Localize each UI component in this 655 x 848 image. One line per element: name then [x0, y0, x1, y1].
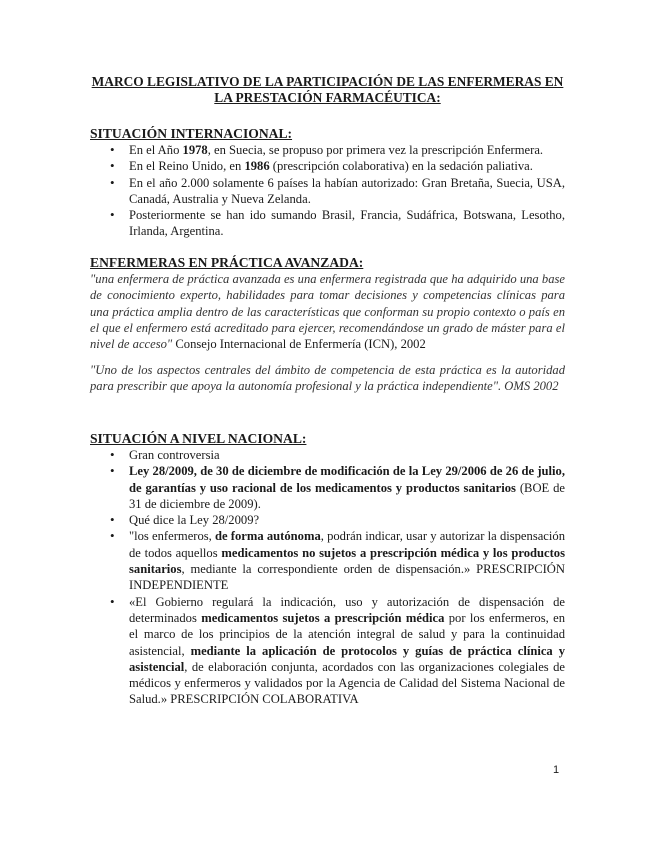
heading-advanced-practice: ENFERMERAS EN PRÁCTICA AVANZADA:	[90, 255, 364, 270]
list-item: • En el Reino Unido, en 1986 (prescripción colaborativa) en la sedación paliativa.	[90, 158, 565, 174]
list-item: • Gran controversia	[90, 447, 565, 463]
heading-national: SITUACIÓN A NIVEL NACIONAL:	[90, 431, 307, 446]
list-item: • En el año 2.000 solamente 6 países la habían autorizado: Gran Bretaña, Suecia, USA, Canadá, Australia y Nueva Zelanda.	[90, 175, 565, 208]
list-item: • «El Gobierno regulará la indicación, uso y autorización de dispensación de determinados medicamentos sujetos a prescripción médica por los enfermeros, en el marco de los principios de la atención integral de salud y para la continuidad asistencial, mediante la aplicación de protocolos y guías de práctica clínica y asistencial, de elaboración conjunta, acordados con las organizaciones colegiales de médicos y enfermeros y validados por la Agencia de Calidad del Sistema Nacional de Salud.» PRESCRIPCIÓN COLABORATIVA	[90, 594, 565, 708]
list-item: • Ley 28/2009, de 30 de diciembre de modificación de la Ley 29/2006 de 26 de julio, de garantías y uso racional de los medicamentos y productos sanitarios (BOE de 31 de diciembre de 2009).	[90, 463, 565, 512]
oms-quote: "Uno de los aspectos centrales del ámbito de competencia de esta práctica es la autoridad para prescribir que apoya la autonomía profesional y la práctica independiente". OMS 2002	[90, 363, 565, 394]
heading-international: SITUACIÓN INTERNACIONAL:	[90, 126, 293, 141]
list-item: • En el Año 1978, en Suecia, se propuso por primera vez la prescripción Enfermera.	[90, 142, 565, 158]
icn-quote: "una enfermera de práctica avanzada es una enfermera registrada que ha adquirido una base de conocimiento experto, habilidades para tomar decisiones y competencias clínicas para una práctica amplia dentro de las características que conforman su propio contexto o país en el que el enfermero está acreditado para ejercer, recomendándose un grado de máster para el nivel de acceso" Consejo Internacional de Enfermería (ICN), 2002	[90, 272, 565, 352]
international-list	[90, 142, 565, 240]
list-item: • Qué dice la Ley 28/2009?	[90, 512, 565, 528]
list-item: • Posteriormente se han ido sumando Brasil, Francia, Sudáfrica, Botswana, Lesotho, Irlanda, Argentina.	[90, 207, 565, 240]
document-title: MARCO LEGISLATIVO DE LA PARTICIPACIÓN DE LAS ENFERMERAS EN LA PRESTACIÓN FARMACÉUTICA:	[91, 74, 564, 105]
national-list	[90, 447, 565, 708]
page-number: 1	[553, 764, 560, 776]
list-item: • "los enfermeros, de forma autónoma, podrán indicar, usar y autorizar la dispensación de todos aquellos medicamentos no sujetos a prescripción médica y los productos sanitarios, mediante la correspondiente orden de dispensación.» PRESCRIPCIÓN INDEPENDIENTE	[90, 528, 565, 593]
